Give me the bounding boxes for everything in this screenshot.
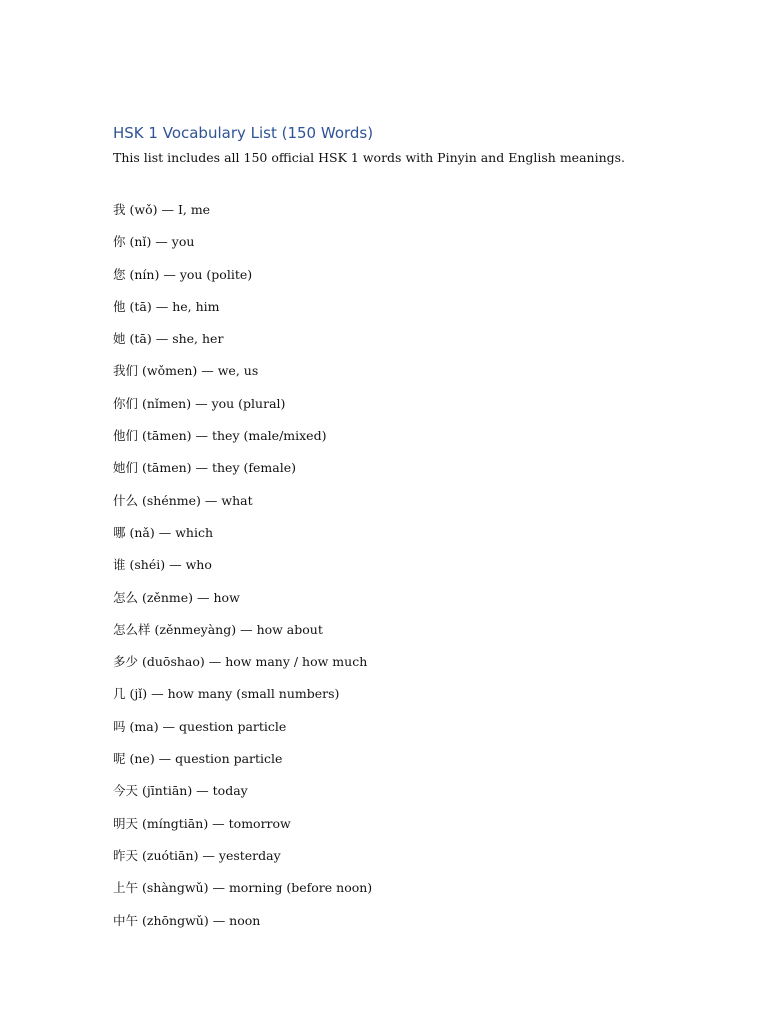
vocab-entry: 多少 (duōshao) — how many / how much xyxy=(113,654,368,670)
vocab-meaning: you xyxy=(171,234,195,250)
vocab-pinyin: nǐmen xyxy=(146,395,187,411)
vocab-word: 多少 xyxy=(113,654,139,670)
vocab-entry: 您 (nín) — you (polite) xyxy=(113,266,253,282)
vocab-pinyin: tā xyxy=(134,331,147,347)
vocab-pinyin: zuótiān xyxy=(146,847,194,863)
vocab-pinyin: shàngwǔ xyxy=(146,880,204,896)
document-title: HSK 1 Vocabulary List (150 Words) xyxy=(113,124,374,142)
vocab-word: 您 xyxy=(113,266,126,282)
vocab-entry: 他 (tā) — he, him xyxy=(113,298,220,314)
vocab-meaning: you (plural) xyxy=(211,395,286,411)
vocab-entry: 中午 (zhōngwǔ) — noon xyxy=(113,912,261,928)
vocab-word: 哪 xyxy=(113,524,126,540)
vocab-word: 她 xyxy=(113,331,126,347)
vocab-entry: 哪 (nǎ) — which xyxy=(113,524,214,540)
vocab-entry: 呢 (ne) — question particle xyxy=(113,751,283,767)
vocab-entry: 我 (wǒ) — I, me xyxy=(113,202,211,217)
vocab-pinyin: tā xyxy=(134,298,147,314)
vocab-meaning: yesterday xyxy=(218,847,281,863)
vocab-word: 明天 xyxy=(113,815,139,831)
vocab-meaning: they (male/mixed) xyxy=(211,428,327,444)
vocab-word: 什么 xyxy=(113,492,139,508)
vocab-pinyin: ne xyxy=(134,751,150,767)
vocab-meaning: which xyxy=(175,524,214,540)
vocab-meaning: I, me xyxy=(177,202,211,217)
vocab-meaning: question particle xyxy=(179,718,287,734)
vocab-pinyin: zěnmeyàng xyxy=(159,621,232,637)
vocab-entry: 今天 (jīntiān) — today xyxy=(113,783,248,799)
vocab-meaning: how many / how much xyxy=(225,654,368,670)
vocab-entry: 怎么样 (zěnmeyàng) — how about xyxy=(113,621,323,637)
vocab-meaning: you (polite) xyxy=(179,266,253,282)
vocab-meaning: how about xyxy=(256,621,323,637)
vocab-word: 今天 xyxy=(113,783,139,799)
intro-paragraph: This list includes all 150 official HSK 1 words with Pinyin and English meanings. xyxy=(113,150,626,165)
vocab-entry: 她 (tā) — she, her xyxy=(113,331,224,347)
vocab-entry: 她们 (tāmen) — they (female) xyxy=(113,460,296,476)
vocab-entry: 我们 (wǒmen) — we, us xyxy=(113,363,259,379)
vocab-entry: 明天 (míngtiān) — tomorrow xyxy=(113,815,291,831)
vocab-pinyin: wǒ xyxy=(134,202,153,217)
vocab-word: 呢 xyxy=(113,751,126,767)
vocab-word: 谁 xyxy=(113,557,126,573)
vocab-pinyin: jǐ xyxy=(134,686,143,702)
vocab-word: 她们 xyxy=(113,460,139,476)
vocab-pinyin: shéi xyxy=(134,557,161,573)
vocab-word: 我 xyxy=(113,202,126,217)
vocab-entry: 几 (jǐ) — how many (small numbers) xyxy=(113,686,340,702)
vocab-word: 你 xyxy=(113,234,126,250)
vocab-word: 吗 xyxy=(113,718,126,734)
vocab-meaning: today xyxy=(212,783,248,799)
vocab-meaning: he, him xyxy=(172,298,220,314)
vocabulary-list xyxy=(113,194,372,937)
vocab-entry: 昨天 (zuótiān) — yesterday xyxy=(113,847,281,863)
vocab-meaning: she, her xyxy=(172,331,224,347)
vocab-entry: 你们 (nǐmen) — you (plural) xyxy=(113,395,286,411)
vocab-pinyin: jīntiān xyxy=(146,783,188,799)
vocab-word: 几 xyxy=(113,686,126,702)
vocab-pinyin: nǐ xyxy=(134,234,147,250)
vocab-pinyin: zhōngwǔ xyxy=(146,912,204,928)
vocab-word: 昨天 xyxy=(113,847,139,863)
vocab-entry: 吗 (ma) — question particle xyxy=(113,718,287,734)
vocab-pinyin: duōshao xyxy=(146,654,200,670)
vocab-pinyin: tāmen xyxy=(146,460,187,476)
vocab-entry: 什么 (shénme) — what xyxy=(113,492,253,508)
vocab-meaning: who xyxy=(185,557,212,573)
vocab-pinyin: wǒmen xyxy=(146,363,193,379)
vocab-word: 我们 xyxy=(113,363,139,379)
vocab-pinyin: ma xyxy=(134,718,154,734)
vocab-entry: 谁 (shéi) — who xyxy=(113,557,212,573)
vocab-pinyin: nǎ xyxy=(134,524,150,540)
vocab-word: 上午 xyxy=(113,880,139,896)
vocab-word: 怎么样 xyxy=(113,621,151,637)
vocab-word: 他们 xyxy=(113,428,139,444)
vocab-word: 中午 xyxy=(113,912,139,928)
vocab-meaning: how many (small numbers) xyxy=(167,686,340,702)
vocab-meaning: noon xyxy=(229,912,261,928)
vocab-entry: 他们 (tāmen) — they (male/mixed) xyxy=(113,428,327,444)
vocab-word: 怎么 xyxy=(113,589,139,605)
vocab-pinyin: zěnme xyxy=(146,589,189,605)
vocab-entry: 上午 (shàngwǔ) — morning (before noon) xyxy=(113,880,373,896)
vocab-pinyin: nín xyxy=(134,266,155,282)
vocab-meaning: question particle xyxy=(175,751,283,767)
vocab-word: 他 xyxy=(113,298,126,314)
vocab-meaning: what xyxy=(221,492,253,508)
vocab-entry: 你 (nǐ) — you xyxy=(113,234,195,250)
vocab-entry: 怎么 (zěnme) — how xyxy=(113,589,240,605)
vocab-pinyin: tāmen xyxy=(146,428,187,444)
vocab-meaning: we, us xyxy=(217,363,259,379)
vocab-meaning: how xyxy=(213,589,240,605)
vocab-meaning: tomorrow xyxy=(228,815,291,831)
vocab-word: 你们 xyxy=(113,395,139,411)
vocab-pinyin: shénme xyxy=(146,492,197,508)
vocab-pinyin: míngtiān xyxy=(146,815,204,831)
vocab-meaning: they (female) xyxy=(211,460,296,476)
vocab-meaning: morning (before noon) xyxy=(228,880,373,896)
